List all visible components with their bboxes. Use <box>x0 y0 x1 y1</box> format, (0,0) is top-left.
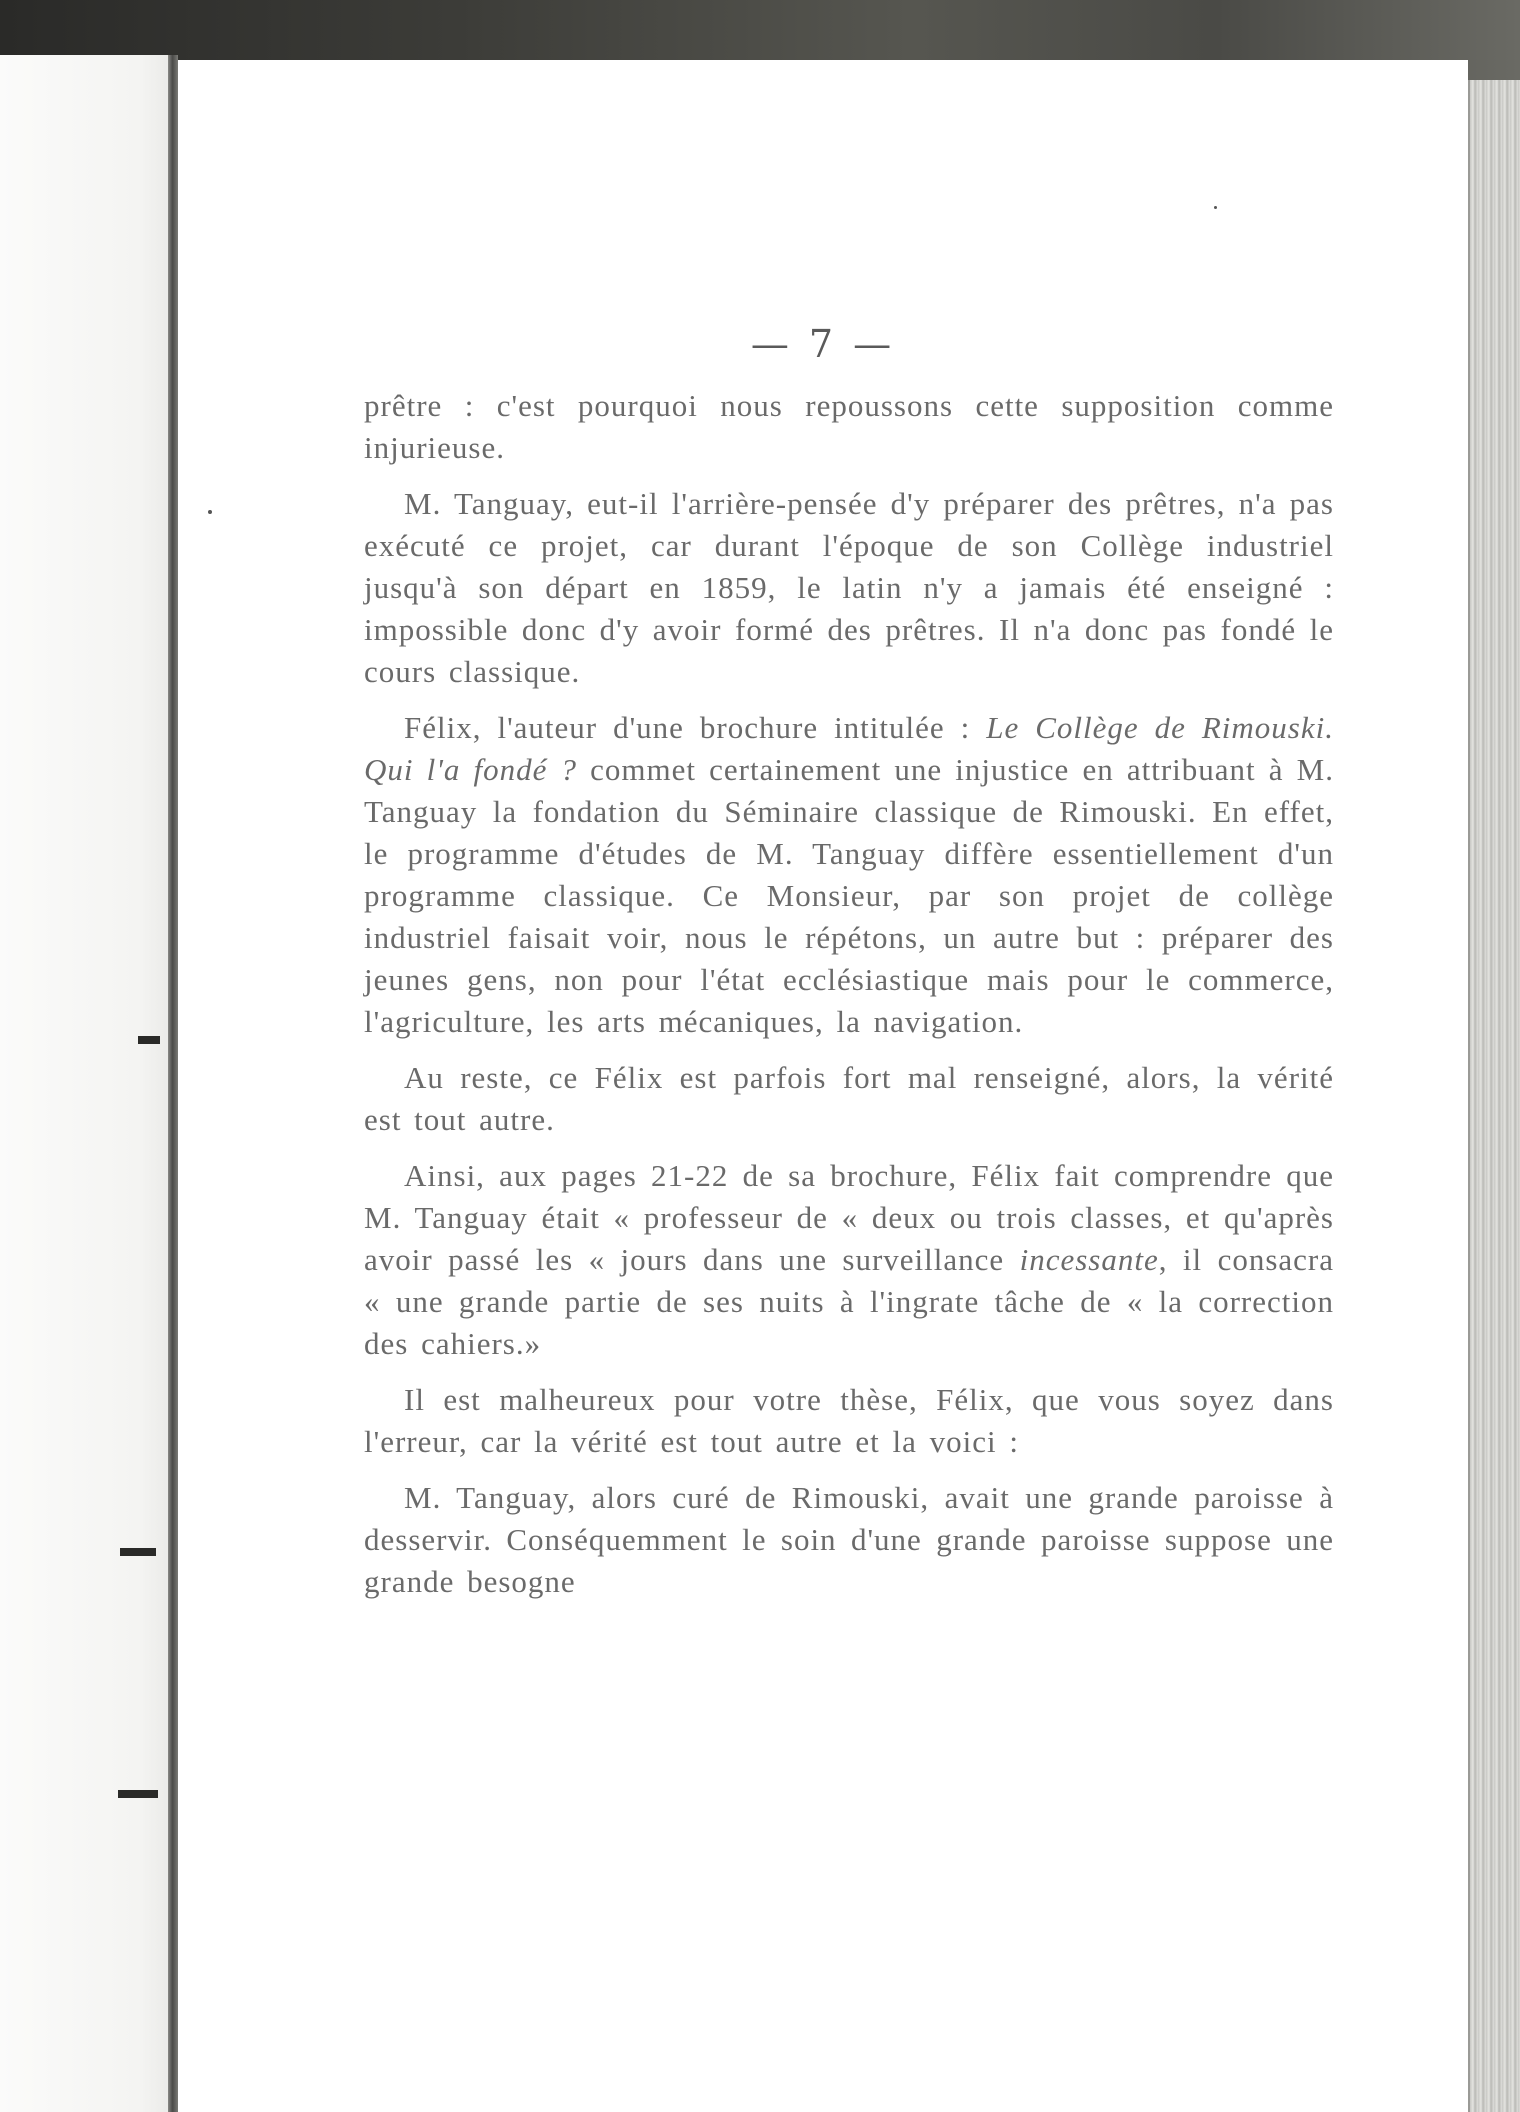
text-segment: M. Tanguay, eut-il l'arrière-pensée d'y préparer des prêtres, n'a pas exécuté ce projet, car durant l'époque de son Collège industriel jusqu'à son départ en 1859, le latin n'y a jamais été enseigné : impossible donc d'y avoir formé des prêtres. Il n'a donc pas fondé le cours classique. <box>364 486 1334 689</box>
scan-speck <box>1214 206 1217 209</box>
page-number: — 7 — <box>750 322 896 366</box>
binding-thread-mark <box>138 1036 160 1044</box>
binding-thread-mark <box>120 1548 156 1556</box>
paragraph <box>364 1057 1334 1141</box>
text-segment: Ainsi, aux pages 21-22 de sa brochure, Félix fait comprendre que M. Tanguay était « professeur de « deux ou trois classes, et qu'après avoir passé les « jours dans une surveillance <box>364 1158 1334 1277</box>
paragraph <box>364 483 1334 693</box>
paragraph <box>364 1477 1334 1603</box>
left-facing-page <box>0 55 176 2112</box>
text-segment: , il consacra « une grande partie de ses nuits à l'ingrate tâche de « la correction des cahiers.» <box>364 1242 1334 1361</box>
scan-speck <box>208 510 212 514</box>
page-body-text <box>364 385 1334 1617</box>
italic-text-segment: incessante <box>1019 1242 1159 1277</box>
page-stack-edge <box>1468 80 1520 2112</box>
text-segment: prêtre : c'est pourquoi nous repoussons cette supposition comme injurieuse. <box>364 388 1334 465</box>
paragraph <box>364 1379 1334 1463</box>
text-segment: Il est malheureux pour votre thèse, Félix, que vous soyez dans l'erreur, car la vérité est tout autre et la voici : <box>364 1382 1334 1459</box>
paragraph <box>364 707 1334 1043</box>
text-segment: M. Tanguay, alors curé de Rimouski, avait une grande paroisse à desservir. Conséquemment le soin d'une grande paroisse suppose une grande besogne <box>364 1480 1334 1599</box>
book-gutter <box>168 55 178 2112</box>
italic-text-segment: Le Collège de Rimouski. Qui l'a fondé ? <box>364 710 1334 787</box>
text-segment: commet certainement une injustice en attribuant à M. Tanguay la fondation du Séminaire classique de Rimouski. En effet, le programme d'études de M. Tanguay diffère essentiellement d'un programme classique. Ce Monsieur, par son projet de collège industriel faisait voir, nous le répétons, un autre but : préparer des jeunes gens, non pour l'état ecclésiastique mais pour le commerce, l'agriculture, les arts mécaniques, la navigation. <box>364 752 1334 1039</box>
text-segment: Félix, l'auteur d'une brochure intitulée : <box>404 710 987 745</box>
paragraph <box>364 1155 1334 1365</box>
binding-thread-mark <box>118 1790 158 1798</box>
paragraph <box>364 385 1334 469</box>
book-page <box>178 60 1468 2112</box>
text-segment: Au reste, ce Félix est parfois fort mal renseigné, alors, la vérité est tout autre. <box>364 1060 1334 1137</box>
